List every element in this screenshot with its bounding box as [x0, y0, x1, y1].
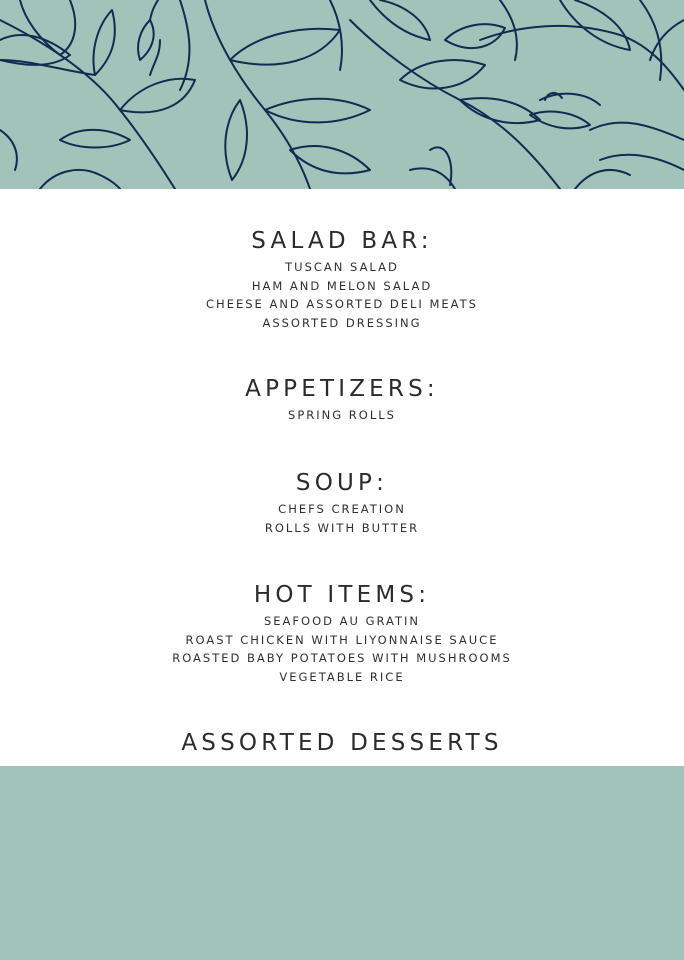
menu-section-soup — [0, 469, 684, 537]
item-list — [0, 500, 684, 537]
menu-item: CHEFS CREATION — [278, 502, 406, 516]
section-heading: APPETIZERS: — [245, 376, 439, 402]
section-heading: SALAD BAR: — [251, 228, 433, 254]
menu-item: SPRING ROLLS — [288, 408, 396, 422]
leaf-banner-top — [0, 0, 684, 189]
menu-item: ROLLS WITH BUTTER — [264, 520, 420, 535]
menu-section-appetizers — [0, 375, 684, 425]
banner-bottom — [0, 766, 684, 960]
menu-section-salad-bar — [0, 227, 684, 332]
item-list — [0, 612, 684, 686]
menu-content — [0, 189, 684, 766]
menu-item: TUSCAN SALAD — [285, 260, 399, 274]
menu-item: VEGETABLE RICE — [279, 669, 405, 684]
menu-item: ROAST CHICKEN WITH LIYONNAISE SAUCE — [185, 632, 499, 647]
closing-heading: ASSORTED DESSERTS — [181, 730, 503, 756]
menu-item: CHEESE AND ASSORTED DELI MEATS — [206, 297, 478, 311]
menu-item: ROASTED BABY POTATOES WITH MUSHROOMS — [172, 651, 512, 665]
menu-item: HAM AND MELON SALAD — [251, 278, 433, 293]
section-heading: SOUP: — [295, 470, 389, 496]
item-list — [0, 406, 684, 425]
item-list — [0, 258, 684, 332]
section-heading: HOT ITEMS: — [253, 582, 431, 608]
menu-item: SEAFOOD AU GRATIN — [263, 614, 421, 628]
menu-section-hot-items — [0, 581, 684, 686]
menu-item: ASSORTED DRESSING — [262, 315, 422, 330]
leaf-pattern-icon — [0, 0, 684, 189]
